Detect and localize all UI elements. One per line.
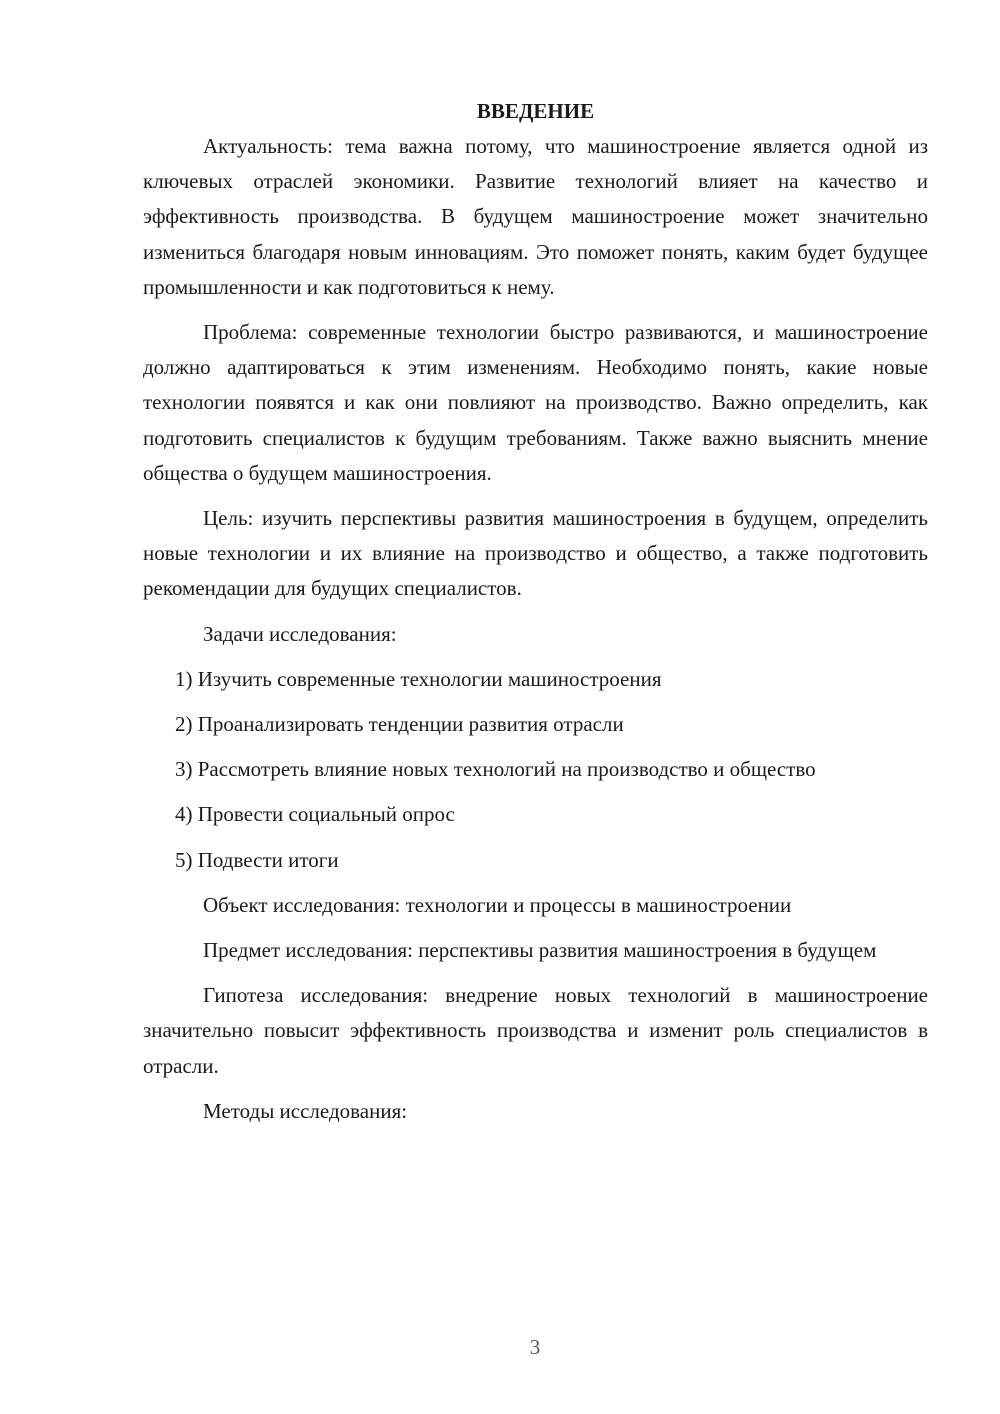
page-number: 3 bbox=[529, 1335, 541, 1359]
paragraph-methods: Методы исследования: bbox=[203, 1098, 408, 1123]
paragraph-object: Объект исследования: технологии и процессы в машиностроении bbox=[203, 892, 792, 917]
paragraph-relevance: Актуальность: тема важна потому, что машиностроение является одной из ключевых отраслей экономики. Развитие технологий влияет на качество и эффективность производства. В будущем машиностроение может значительно измениться благодаря новым инновациям. Это поможет понять, каким будет будущее промышленности и как подготовиться к нему. bbox=[143, 134, 928, 299]
task-item-5: 5) Подвести итоги bbox=[175, 847, 339, 872]
paragraph-goal: Цель: изучить перспективы развития машиностроения в будущем, определить новые технологии и их влияние на производство и общество, а также подготовить рекомендации для будущих специалистов. bbox=[143, 506, 928, 601]
paragraph-hypothesis: Гипотеза исследования: внедрение новых технологий в машиностроение значительно повысит эффективность производства и изменит роль специалистов в отрасли. bbox=[143, 983, 928, 1078]
paragraph-subject: Предмет исследования: перспективы развития машиностроения в будущем bbox=[203, 938, 877, 963]
section-title: ВВЕДЕНИЕ bbox=[476, 99, 595, 123]
task-item-2: 2) Проанализировать тенденции развития отрасли bbox=[175, 712, 624, 737]
task-item-3: 3) Рассмотреть влияние новых технологий на производство и общество bbox=[175, 757, 816, 782]
document-page bbox=[143, 94, 928, 1139]
task-item-1: 1) Изучить современные технологии машиностроения bbox=[175, 666, 662, 691]
paragraph-problem: Проблема: современные технологии быстро развиваются, и машиностроение должно адаптироваться к этим изменениям. Необходимо понять, какие новые технологии появятся и как они повлияют на производство. Важно определить, как подготовить специалистов к будущим требованиям. Также важно выяснить мнение общества о будущем машиностроения. bbox=[143, 320, 928, 485]
tasks-heading: Задачи исследования: bbox=[203, 621, 397, 646]
task-item-4: 4) Провести социальный опрос bbox=[175, 802, 455, 827]
